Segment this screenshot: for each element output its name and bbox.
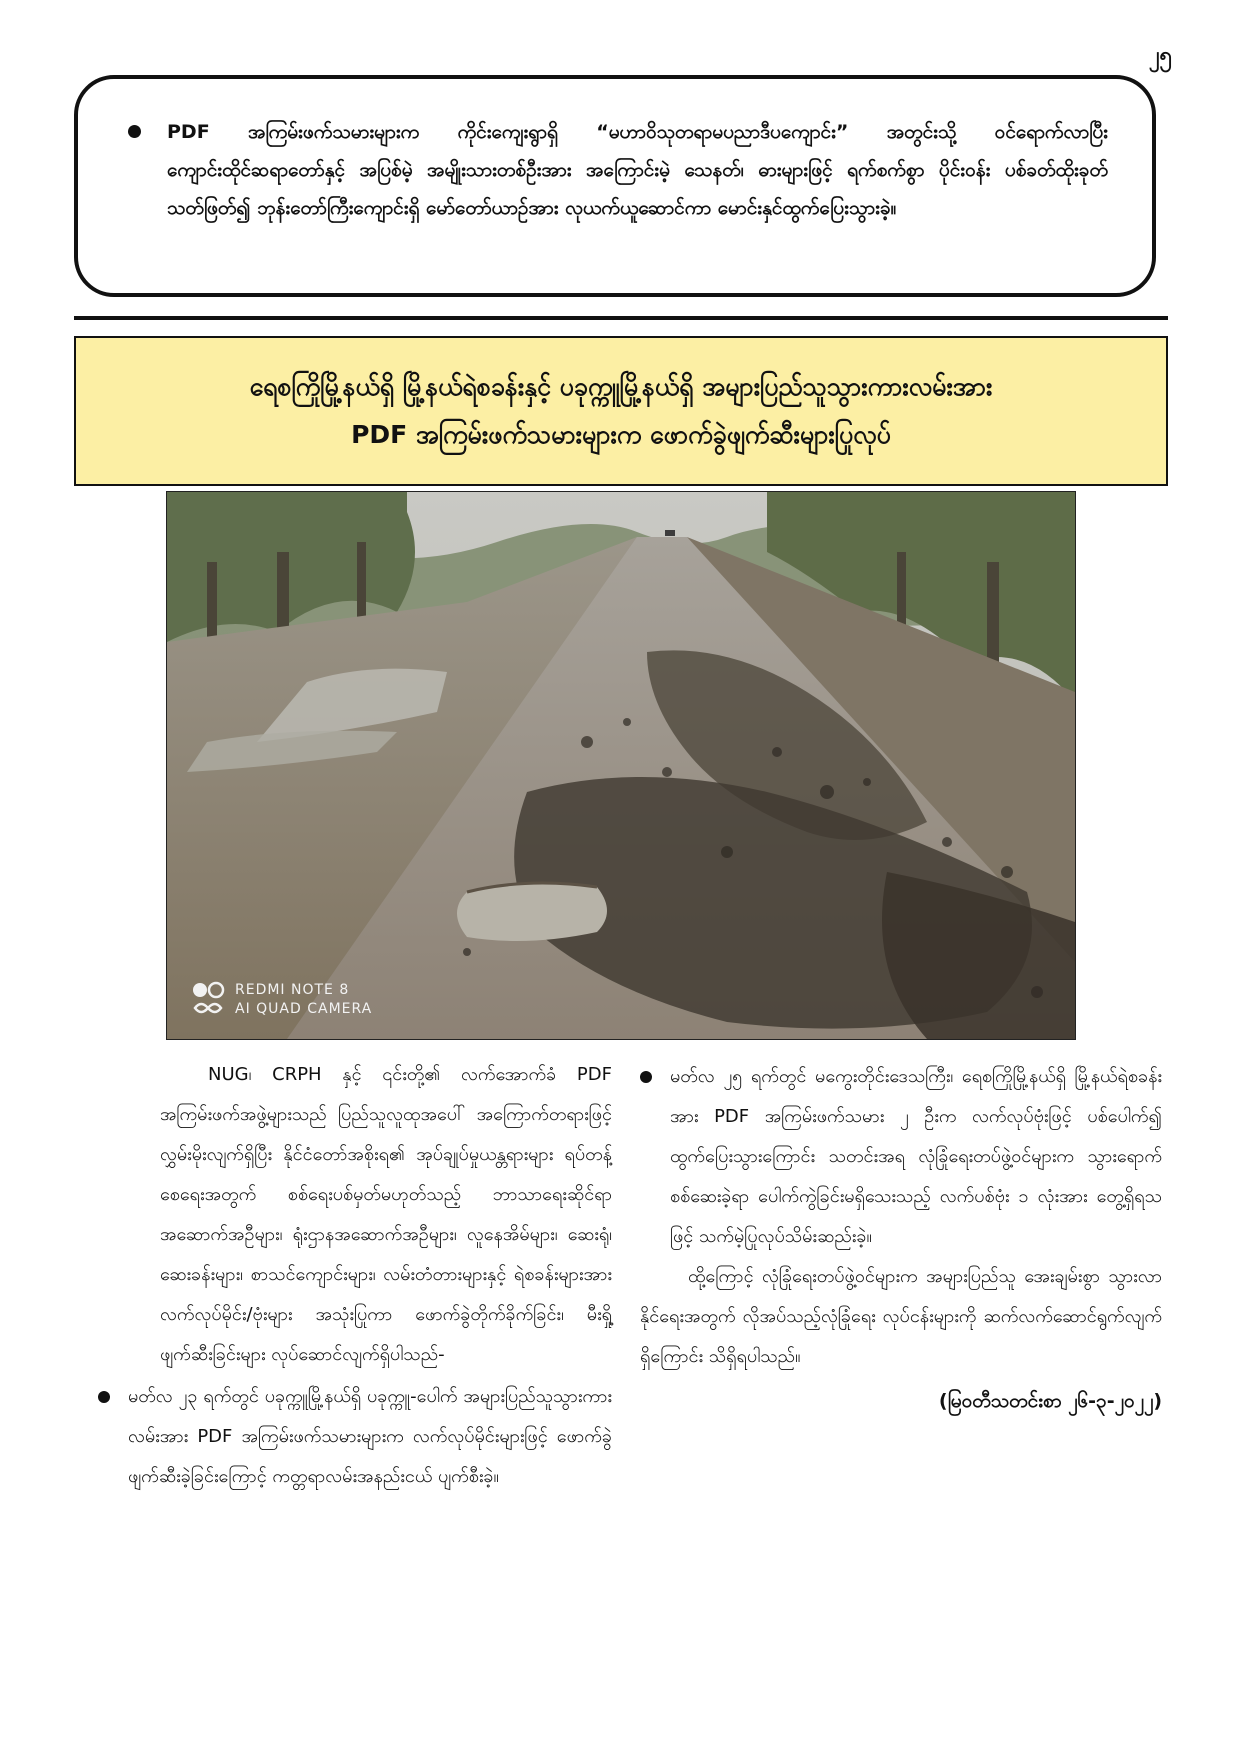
left-column (128, 1055, 612, 1497)
page-number: ၂၅ (1148, 43, 1172, 68)
headline-line-2: PDF အကြမ်းဖက်သမားများက ဖောက်ခွဲဖျက်ဆီးများပြုလုပ် (351, 420, 891, 449)
right-closing-paragraph: ထို့ကြောင့် လုံခြုံရေးတပ်ဖွဲ့ဝင်များက အများပြည်သူ အေးချမ်းစွာ သွားလာနိုင်ရေးအတွက် လိုအပ်သည့်လုံခြုံရေး လုပ်ငန်းများကို ဆက်လက်ဆောင်ရွက်လျက်ရှိကြောင်း သိရှိရပါသည်။ (640, 1266, 1162, 1367)
notice-text: PDF အကြမ်းဖက်သမားများက ကိုင်းကျေးရွာရှိ “မဟာဝိသုတရာမပညာဒီပကျောင်း” အတွင်းသို့ ဝင်ရောက်လာပြီး ကျောင်းထိုင်ဆရာတော်နှင့် အပြစ်မဲ့ အမျိုးသားတစ်ဦးအား အကြောင်းမဲ့ သေနတ်၊ ဓားများဖြင့် ရက်စက်စွာ ပိုင်းဝန်း ပစ်ခတ်ထိုးခုတ်သတ်ဖြတ်၍ ဘုန်းတော်ကြီးကျောင်းရှိ မော်တော်ယာဉ်အား လုယက်ယူဆောင်ကာ မောင်းနှင်ထွက်ပြေးသွားခဲ့။ (167, 121, 1108, 219)
bullet-icon (640, 1071, 652, 1083)
watermark-line-2: AI QUAD CAMERA (235, 1001, 373, 1017)
camera-lens-icon (191, 980, 225, 1020)
bullet-icon (128, 125, 141, 138)
source-citation: (မြဝတီသတင်းစာ ၂၆-၃-၂၀၂၂) (938, 1390, 1162, 1412)
left-bullet-item (98, 1377, 612, 1497)
headline-box (74, 336, 1168, 486)
road-damage-photo (166, 491, 1076, 1040)
right-bullet-text: မတ်လ ၂၅ ရက်တွင် မကွေးတိုင်းဒေသကြီး၊ ရေစကြိုမြို့နယ်ရှိ မြို့နယ်ရဲစခန်းအား PDF အကြမ်းဖက်သမား ၂ ဦးက လက်လုပ်ဗုံးဖြင့် ပစ်ပေါက်၍ ထွက်ပြေးသွားကြောင်း သတင်းအရ လုံခြုံရေးတပ်ဖွဲ့ဝင်များက သွားရောက်စစ်ဆေးခဲ့ရာ ပေါက်ကွဲခြင်းမရှိသေးသည့် လက်ပစ်ဗုံး ၁ လုံးအား တွေ့ရှိရသဖြင့် သက်မဲ့ပြုလုပ်သိမ်းဆည်းခဲ့။ (670, 1066, 1162, 1247)
bullet-icon (98, 1391, 110, 1403)
watermark-line-1: REDMI NOTE 8 (235, 982, 350, 998)
headline-line-1: ရေစကြိုမြို့နယ်ရှိ မြို့နယ်ရဲစခန်းနှင့် ပခုက္ကူမြို့နယ်ရှိ အများပြည်သူသွားကားလမ်းအား (249, 372, 993, 401)
notice-bullet (128, 113, 1108, 227)
camera-watermark (191, 980, 372, 1020)
section-divider (74, 316, 1168, 320)
right-column (640, 1055, 1162, 1421)
left-bullet-text: မတ်လ ၂၃ ရက်တွင် ပခုက္ကူမြို့နယ်ရှိ ပခုက္ကူ-ပေါက် အများပြည်သူသွားကားလမ်းအား PDF အကြမ်းဖက်သမားများက လက်လုပ်မိုင်းများဖြင့် ဖောက်ခွဲဖျက်ဆီးခဲ့ခြင်းကြောင့် ကတ္တရာလမ်းအနည်းငယ် ပျက်စီးခဲ့။ (128, 1386, 612, 1487)
right-bullet-item (640, 1057, 1162, 1257)
notice-box (74, 75, 1156, 297)
left-intro-paragraph: NUG၊ CRPH နှင့် ၎င်းတို့၏ လက်အောက်ခံ PDF အကြမ်းဖက်အဖွဲ့များသည် ပြည်သူလူထုအပေါ် အကြောက်တရားဖြင့် လွှမ်းမိုးလျက်ရှိပြီး နိုင်ငံတော်အစိုးရ၏ အုပ်ချုပ်မှုယန္တရားများ ရပ်တန့်စေရေးအတွက် စစ်ရေးပစ်မှတ်မဟုတ်သည့် ဘာသာရေးဆိုင်ရာအဆောက်အဦများ၊ ရုံးဌာနအဆောက်အဦများ၊ လူနေအိမ်များ၊ ဆေးရုံ၊ ဆေးခန်းများ၊ စာသင်ကျောင်းများ၊ လမ်းတံတားများနှင့် ရဲစခန်းများအား လက်လုပ်မိုင်း/ဗုံးများ အသုံးပြုကာ ဖောက်ခွဲတိုက်ခိုက်ခြင်း၊ မီးရှို့ဖျက်ဆီးခြင်းများ လုပ်ဆောင်လျက်ရှိပါသည်- (160, 1064, 612, 1365)
